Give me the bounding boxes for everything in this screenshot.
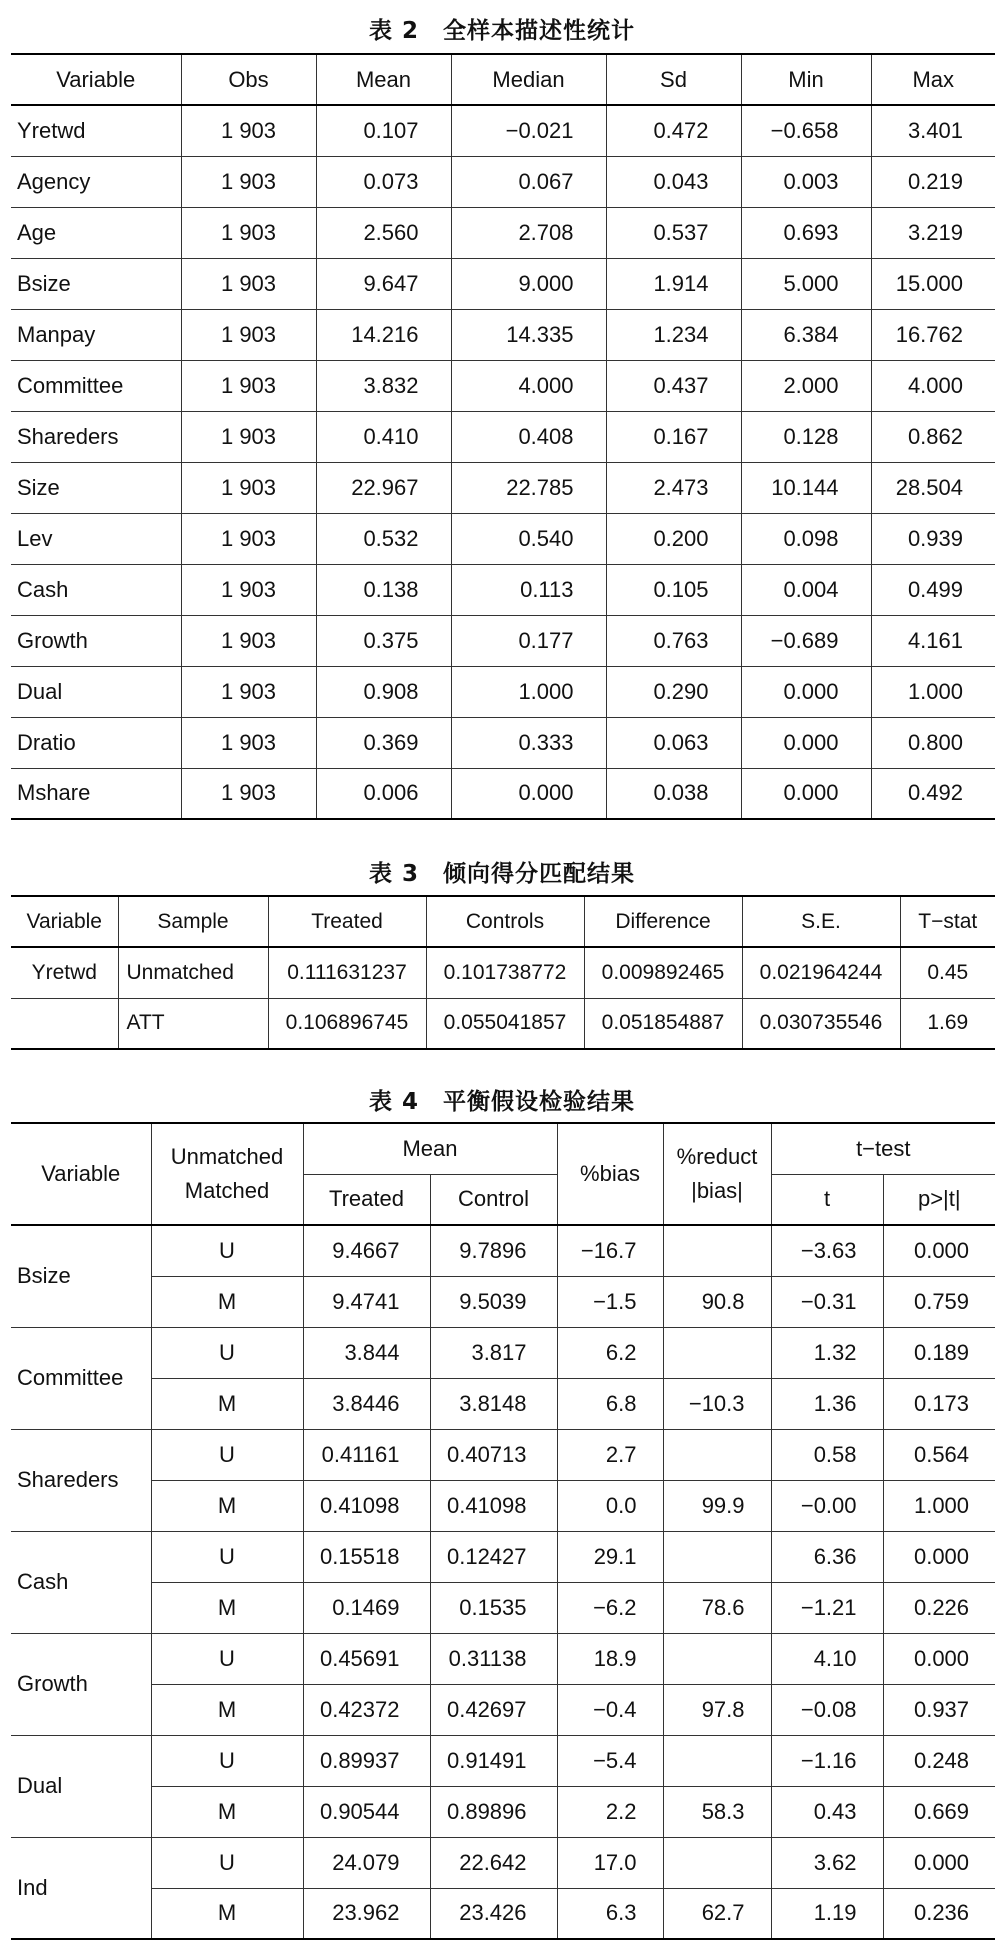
header-reduct-bias: [663, 1123, 771, 1225]
sample-cell: U: [151, 1735, 303, 1786]
value-cell: 0.290: [606, 666, 741, 717]
variable-cell: Size: [11, 462, 181, 513]
table-row: [11, 717, 995, 768]
value-cell: −1.5: [557, 1276, 663, 1327]
header-cell: T−stat: [900, 896, 995, 947]
header-cell: Variable: [11, 896, 118, 947]
value-cell: 0.000: [451, 768, 606, 819]
value-cell: 0.89937: [303, 1735, 430, 1786]
value-cell: 6.8: [557, 1378, 663, 1429]
table2-caption: 表 2 全样本描述性统计: [368, 18, 635, 44]
value-cell: 0.41098: [430, 1480, 557, 1531]
sample-cell: U: [151, 1633, 303, 1684]
table-row: [11, 207, 995, 258]
variable-cell: Manpay: [11, 309, 181, 360]
value-cell: 0.000: [741, 666, 871, 717]
value-cell: 0.009892465: [584, 947, 742, 998]
header-abs-bias: |bias|: [691, 1178, 743, 1203]
value-cell: 0.098: [741, 513, 871, 564]
sample-cell: U: [151, 1837, 303, 1888]
table-row: [11, 615, 995, 666]
value-cell: 0.89896: [430, 1786, 557, 1837]
value-cell: 0.537: [606, 207, 741, 258]
table-row: [11, 1684, 995, 1735]
value-cell: 1.32: [771, 1327, 883, 1378]
value-cell: 3.8446: [303, 1378, 430, 1429]
value-cell: 3.8148: [430, 1378, 557, 1429]
value-cell: 0.006: [316, 768, 451, 819]
table-row: [11, 309, 995, 360]
value-cell: 0.038: [606, 768, 741, 819]
variable-cell: Yretwd: [11, 947, 118, 998]
value-cell: [663, 1837, 771, 1888]
table-header-row: [11, 54, 995, 105]
value-cell: 1 903: [181, 360, 316, 411]
propensity-score-matching-table: [11, 895, 995, 1050]
value-cell: 4.000: [451, 360, 606, 411]
value-cell: 6.3: [557, 1888, 663, 1939]
value-cell: 0.42697: [430, 1684, 557, 1735]
sample-cell: U: [151, 1327, 303, 1378]
sample-cell: U: [151, 1531, 303, 1582]
value-cell: 0.862: [871, 411, 995, 462]
value-cell: 1 903: [181, 258, 316, 309]
header-cell: Max: [871, 54, 995, 105]
value-cell: −1.16: [771, 1735, 883, 1786]
value-cell: 0.021964244: [742, 947, 900, 998]
table-row: [11, 156, 995, 207]
table-row: [11, 1531, 995, 1582]
value-cell: 0.58: [771, 1429, 883, 1480]
header-matched: Matched: [184, 1178, 270, 1203]
value-cell: −0.689: [741, 615, 871, 666]
value-cell: 0.000: [883, 1837, 995, 1888]
variable-cell: Cash: [11, 564, 181, 615]
table-row: [11, 411, 995, 462]
header-cell: Sample: [118, 896, 268, 947]
value-cell: 2.2: [557, 1786, 663, 1837]
value-cell: 14.216: [316, 309, 451, 360]
header-bias: %bias: [557, 1123, 663, 1225]
value-cell: 24.079: [303, 1837, 430, 1888]
value-cell: 0.90544: [303, 1786, 430, 1837]
table-row: [11, 1225, 995, 1276]
value-cell: 0.0: [557, 1480, 663, 1531]
sample-cell: M: [151, 1888, 303, 1939]
table-row: [11, 462, 995, 513]
value-cell: 0.472: [606, 105, 741, 156]
header-variable: Variable: [11, 1123, 151, 1225]
value-cell: 0.759: [883, 1276, 995, 1327]
header-mean: Mean: [303, 1123, 557, 1174]
value-cell: 0.492: [871, 768, 995, 819]
balance-test-table: [11, 1122, 995, 1940]
variable-cell: Ind: [11, 1837, 151, 1939]
value-cell: 9.4667: [303, 1225, 430, 1276]
variable-cell: Shareders: [11, 1429, 151, 1531]
variable-cell: Committee: [11, 360, 181, 411]
value-cell: 6.36: [771, 1531, 883, 1582]
value-cell: Unmatched: [118, 947, 268, 998]
value-cell: 0.106896745: [268, 998, 426, 1049]
value-cell: 23.426: [430, 1888, 557, 1939]
value-cell: 0.41098: [303, 1480, 430, 1531]
value-cell: 0.1535: [430, 1582, 557, 1633]
value-cell: 0.107: [316, 105, 451, 156]
value-cell: 62.7: [663, 1888, 771, 1939]
header-cell: Mean: [316, 54, 451, 105]
value-cell: 97.8: [663, 1684, 771, 1735]
value-cell: 23.962: [303, 1888, 430, 1939]
value-cell: 0.073: [316, 156, 451, 207]
variable-cell: Growth: [11, 615, 181, 666]
value-cell: 0.1469: [303, 1582, 430, 1633]
header-cell: Treated: [268, 896, 426, 947]
value-cell: 0.236: [883, 1888, 995, 1939]
value-cell: 0.200: [606, 513, 741, 564]
table-row: [11, 947, 995, 998]
value-cell: 1.19: [771, 1888, 883, 1939]
value-cell: −0.4: [557, 1684, 663, 1735]
value-cell: 0.693: [741, 207, 871, 258]
value-cell: 0.45691: [303, 1633, 430, 1684]
table-row: [11, 1837, 995, 1888]
value-cell: 58.3: [663, 1786, 771, 1837]
table-row: [11, 1633, 995, 1684]
value-cell: 1 903: [181, 717, 316, 768]
variable-cell: Bsize: [11, 1225, 151, 1327]
value-cell: 17.0: [557, 1837, 663, 1888]
value-cell: [663, 1327, 771, 1378]
table-header-row: [11, 1123, 995, 1174]
header-cell: Min: [741, 54, 871, 105]
value-cell: 0.138: [316, 564, 451, 615]
value-cell: 9.4741: [303, 1276, 430, 1327]
value-cell: 0.248: [883, 1735, 995, 1786]
value-cell: 6.2: [557, 1327, 663, 1378]
value-cell: 0.004: [741, 564, 871, 615]
value-cell: 1 903: [181, 207, 316, 258]
header-ttest: t−test: [771, 1123, 995, 1174]
header-cell: Controls: [426, 896, 584, 947]
value-cell: 0.000: [883, 1633, 995, 1684]
value-cell: [663, 1531, 771, 1582]
value-cell: 0.437: [606, 360, 741, 411]
table-row: [11, 258, 995, 309]
value-cell: 3.817: [430, 1327, 557, 1378]
table-row: [11, 768, 995, 819]
value-cell: 22.642: [430, 1837, 557, 1888]
sample-cell: M: [151, 1582, 303, 1633]
variable-cell: Bsize: [11, 258, 181, 309]
table-row: [11, 998, 995, 1049]
value-cell: 1 903: [181, 411, 316, 462]
header-cell: Variable: [11, 54, 181, 105]
value-cell: 1 903: [181, 564, 316, 615]
value-cell: 1 903: [181, 768, 316, 819]
value-cell: −10.3: [663, 1378, 771, 1429]
value-cell: −0.021: [451, 105, 606, 156]
sample-cell: U: [151, 1225, 303, 1276]
table-header-row: [11, 896, 995, 947]
value-cell: 0.173: [883, 1378, 995, 1429]
value-cell: 1.000: [883, 1480, 995, 1531]
value-cell: 0.564: [883, 1429, 995, 1480]
header-cell: Difference: [584, 896, 742, 947]
value-cell: 0.540: [451, 513, 606, 564]
value-cell: 0.800: [871, 717, 995, 768]
value-cell: 1 903: [181, 513, 316, 564]
value-cell: 0.42372: [303, 1684, 430, 1735]
variable-cell: Mshare: [11, 768, 181, 819]
value-cell: 28.504: [871, 462, 995, 513]
value-cell: 6.384: [741, 309, 871, 360]
value-cell: 0.939: [871, 513, 995, 564]
table-row: [11, 1276, 995, 1327]
value-cell: 0.45: [900, 947, 995, 998]
value-cell: 0.051854887: [584, 998, 742, 1049]
value-cell: 0.055041857: [426, 998, 584, 1049]
value-cell: 0.91491: [430, 1735, 557, 1786]
sample-cell: M: [151, 1378, 303, 1429]
value-cell: 1 903: [181, 309, 316, 360]
value-cell: 0.937: [883, 1684, 995, 1735]
value-cell: 3.219: [871, 207, 995, 258]
value-cell: 0.030735546: [742, 998, 900, 1049]
value-cell: [663, 1735, 771, 1786]
table-row: [11, 105, 995, 156]
sample-cell: M: [151, 1786, 303, 1837]
value-cell: 0.410: [316, 411, 451, 462]
value-cell: [663, 1225, 771, 1276]
value-cell: 0.41161: [303, 1429, 430, 1480]
variable-cell: Dratio: [11, 717, 181, 768]
value-cell: 4.000: [871, 360, 995, 411]
header-cell: S.E.: [742, 896, 900, 947]
value-cell: 1 903: [181, 615, 316, 666]
variable-cell: Cash: [11, 1531, 151, 1633]
value-cell: 3.401: [871, 105, 995, 156]
variable-cell: Committee: [11, 1327, 151, 1429]
value-cell: 1.914: [606, 258, 741, 309]
value-cell: 0.669: [883, 1786, 995, 1837]
value-cell: 0.375: [316, 615, 451, 666]
variable-cell: Age: [11, 207, 181, 258]
value-cell: 4.10: [771, 1633, 883, 1684]
value-cell: 0.532: [316, 513, 451, 564]
value-cell: 3.62: [771, 1837, 883, 1888]
value-cell: 0.369: [316, 717, 451, 768]
value-cell: 0.43: [771, 1786, 883, 1837]
value-cell: 0.499: [871, 564, 995, 615]
value-cell: 0.908: [316, 666, 451, 717]
value-cell: 0.408: [451, 411, 606, 462]
value-cell: [663, 1429, 771, 1480]
value-cell: 22.967: [316, 462, 451, 513]
variable-cell: Shareders: [11, 411, 181, 462]
value-cell: 9.000: [451, 258, 606, 309]
sample-cell: M: [151, 1276, 303, 1327]
value-cell: 10.144: [741, 462, 871, 513]
value-cell: 2.560: [316, 207, 451, 258]
value-cell: 1.000: [871, 666, 995, 717]
variable-cell: Growth: [11, 1633, 151, 1735]
variable-cell: [11, 998, 118, 1049]
value-cell: 2.000: [741, 360, 871, 411]
header-t: t: [771, 1174, 883, 1225]
value-cell: 9.5039: [430, 1276, 557, 1327]
value-cell: −0.00: [771, 1480, 883, 1531]
value-cell: 9.647: [316, 258, 451, 309]
sample-cell: M: [151, 1480, 303, 1531]
descriptive-statistics-table: [11, 53, 995, 820]
value-cell: 22.785: [451, 462, 606, 513]
header-unmatched-matched: [151, 1123, 303, 1225]
value-cell: 90.8: [663, 1276, 771, 1327]
value-cell: 0.067: [451, 156, 606, 207]
header-treated: Treated: [303, 1174, 430, 1225]
header-p: p>|t|: [883, 1174, 995, 1225]
value-cell: 1 903: [181, 462, 316, 513]
value-cell: −16.7: [557, 1225, 663, 1276]
header-cell: Obs: [181, 54, 316, 105]
value-cell: 0.167: [606, 411, 741, 462]
table-row: [11, 1378, 995, 1429]
variable-cell: Dual: [11, 1735, 151, 1837]
value-cell: 4.161: [871, 615, 995, 666]
value-cell: −5.4: [557, 1735, 663, 1786]
table-row: [11, 1888, 995, 1939]
value-cell: 0.101738772: [426, 947, 584, 998]
sample-cell: U: [151, 1429, 303, 1480]
value-cell: 0.111631237: [268, 947, 426, 998]
value-cell: 0.31138: [430, 1633, 557, 1684]
table-row: [11, 1429, 995, 1480]
variable-cell: Dual: [11, 666, 181, 717]
header-control: Control: [430, 1174, 557, 1225]
value-cell: 14.335: [451, 309, 606, 360]
value-cell: 16.762: [871, 309, 995, 360]
value-cell: 2.473: [606, 462, 741, 513]
value-cell: 1.69: [900, 998, 995, 1049]
value-cell: 15.000: [871, 258, 995, 309]
header-unmatched: Unmatched: [170, 1144, 284, 1169]
value-cell: 29.1: [557, 1531, 663, 1582]
value-cell: 2.708: [451, 207, 606, 258]
table-row: [11, 360, 995, 411]
value-cell: 0.113: [451, 564, 606, 615]
value-cell: −0.658: [741, 105, 871, 156]
value-cell: 0.219: [871, 156, 995, 207]
value-cell: 0.333: [451, 717, 606, 768]
value-cell: 0.177: [451, 615, 606, 666]
table-row: [11, 1480, 995, 1531]
header-reduct: %reduct: [676, 1144, 758, 1169]
value-cell: 18.9: [557, 1633, 663, 1684]
value-cell: 0.763: [606, 615, 741, 666]
table-row: [11, 1327, 995, 1378]
value-cell: −3.63: [771, 1225, 883, 1276]
value-cell: [663, 1633, 771, 1684]
value-cell: 5.000: [741, 258, 871, 309]
value-cell: 0.000: [741, 768, 871, 819]
variable-cell: Lev: [11, 513, 181, 564]
table-row: [11, 666, 995, 717]
table-row: [11, 1582, 995, 1633]
value-cell: 1 903: [181, 666, 316, 717]
value-cell: −0.08: [771, 1684, 883, 1735]
table3-caption: 表 3 倾向得分匹配结果: [368, 861, 635, 887]
value-cell: 1.36: [771, 1378, 883, 1429]
value-cell: 78.6: [663, 1582, 771, 1633]
value-cell: 3.832: [316, 360, 451, 411]
header-cell: Median: [451, 54, 606, 105]
value-cell: 3.844: [303, 1327, 430, 1378]
value-cell: 0.000: [883, 1531, 995, 1582]
value-cell: 0.105: [606, 564, 741, 615]
value-cell: −1.21: [771, 1582, 883, 1633]
value-cell: 1 903: [181, 156, 316, 207]
header-cell: Sd: [606, 54, 741, 105]
value-cell: 0.128: [741, 411, 871, 462]
value-cell: 0.063: [606, 717, 741, 768]
table-row: [11, 513, 995, 564]
value-cell: 0.000: [741, 717, 871, 768]
value-cell: 0.043: [606, 156, 741, 207]
value-cell: 0.000: [883, 1225, 995, 1276]
table-row: [11, 1786, 995, 1837]
value-cell: 9.7896: [430, 1225, 557, 1276]
value-cell: 1.234: [606, 309, 741, 360]
value-cell: −6.2: [557, 1582, 663, 1633]
value-cell: 1.000: [451, 666, 606, 717]
variable-cell: Agency: [11, 156, 181, 207]
table-row: [11, 564, 995, 615]
value-cell: −0.31: [771, 1276, 883, 1327]
value-cell: ATT: [118, 998, 268, 1049]
value-cell: 0.226: [883, 1582, 995, 1633]
value-cell: 0.40713: [430, 1429, 557, 1480]
value-cell: 0.003: [741, 156, 871, 207]
table-row: [11, 1735, 995, 1786]
value-cell: 2.7: [557, 1429, 663, 1480]
value-cell: 99.9: [663, 1480, 771, 1531]
variable-cell: Yretwd: [11, 105, 181, 156]
value-cell: 0.12427: [430, 1531, 557, 1582]
table4-caption: 表 4 平衡假设检验结果: [368, 1089, 635, 1115]
value-cell: 0.15518: [303, 1531, 430, 1582]
value-cell: 0.189: [883, 1327, 995, 1378]
sample-cell: M: [151, 1684, 303, 1735]
value-cell: 1 903: [181, 105, 316, 156]
